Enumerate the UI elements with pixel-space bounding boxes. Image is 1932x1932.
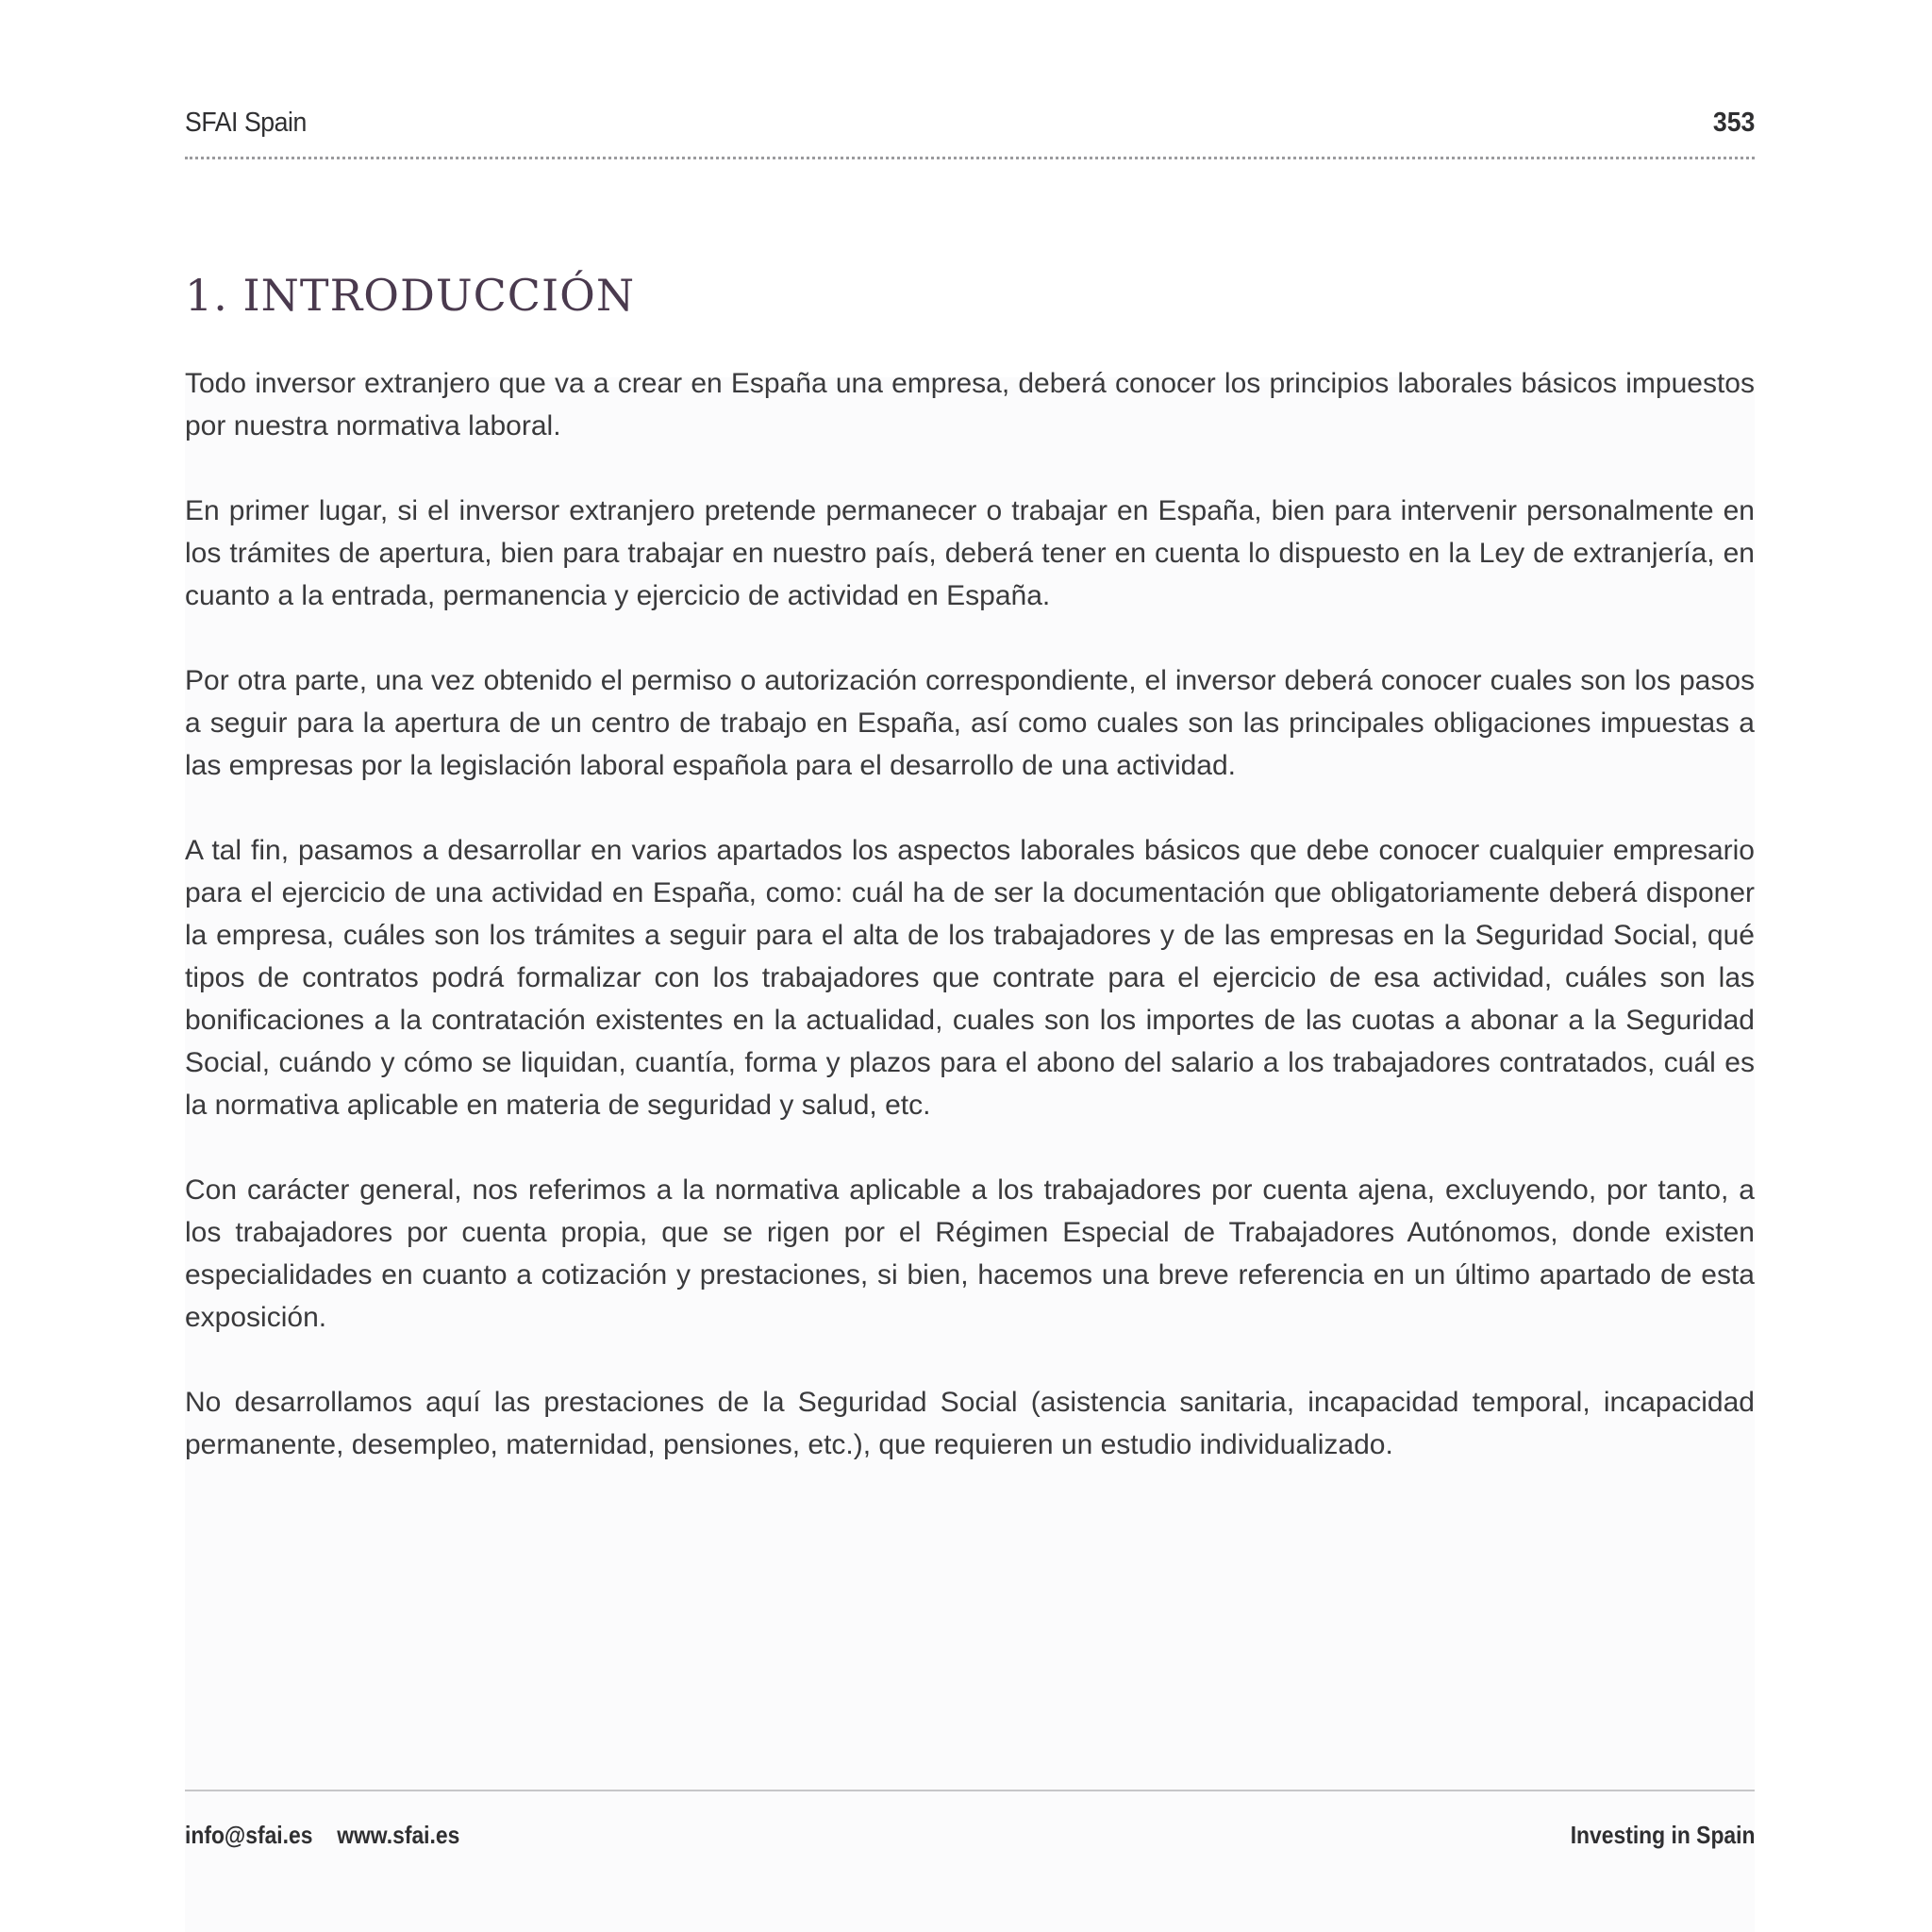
page-header bbox=[185, 108, 1629, 145]
footer-contact bbox=[185, 1821, 459, 1850]
page-number: 353 bbox=[1712, 108, 1755, 138]
paragraph: Todo inversor extranjero que va a crear en España una empresa, deberá conocer los principios laborales básicos impuestos por nuestra normativa laboral. bbox=[185, 368, 1755, 441]
paragraph: En primer lugar, si el inversor extranjero pretende permanecer o trabajar en España, bien para intervenir personalmente en los trámites de apertura, bien para trabajar en nuestro país, deberá tener en cuenta lo dispuesto en la Ley de extranjería, en cuanto a la entrada, permanencia y ejercicio de actividad en España. bbox=[185, 495, 1755, 611]
body-text bbox=[185, 362, 1755, 1508]
section-title: 1. INTRODUCCIÓN bbox=[185, 270, 636, 321]
header-publisher: SFAI Spain bbox=[185, 108, 307, 138]
page-footer bbox=[185, 1821, 1755, 1858]
footer-website-link[interactable]: www.sfai.es bbox=[337, 1821, 460, 1849]
paragraph: Con carácter general, nos referimos a la normativa aplicable a los trabajadores por cuenta ajena, excluyendo, por tanto, a los trabajadores por cuenta propia, que se rigen por el Régimen Especial de Trabajadores Autónomos, donde existen especialidades en cuanto a cotización y prestaciones, si bien, hacemos una breve referencia en un último apartado de esta exposición. bbox=[185, 1174, 1755, 1333]
footer-email-link[interactable]: info@sfai.es bbox=[185, 1821, 313, 1849]
footer-book-title: Investing in Spain bbox=[1570, 1821, 1755, 1849]
paragraph: Por otra parte, una vez obtenido el permiso o autorización correspondiente, el inversor deberá conocer cuales son los pasos a seguir para la apertura de un centro de trabajo en España, así como cuales son las principales obligaciones impuestas a las empresas por la legislación laboral española para el desarrollo de una actividad. bbox=[185, 665, 1755, 781]
footer-divider bbox=[185, 1790, 1755, 1791]
header-divider bbox=[185, 157, 1755, 159]
paragraph: A tal fin, pasamos a desarrollar en varios apartados los aspectos laborales básicos que debe conocer cualquier empresario para el ejercicio de una actividad en España, como: cuál ha de ser la documentación que obligatoriamente deberá disponer la empresa, cuáles son los trámites a seguir para el alta de los trabajadores y de las empresas en la Seguridad Social, qué tipos de contratos podrá formalizar con los trabajadores que contrate para el ejercicio de esa actividad, cuáles son las bonificaciones a la contratación existentes en la actualidad, cuales son los importes de las cuotas a abonar a la Seguridad Social, cuándo y cómo se liquidan, cuantía, forma y plazos para el abono del salario a los trabajadores contratados, cuál es la normativa aplicable en materia de seguridad y salud, etc. bbox=[185, 835, 1755, 1121]
paragraph: No desarrollamos aquí las prestaciones de la Seguridad Social (asistencia sanitaria, incapacidad temporal, incapacidad permanente, desempleo, maternidad, pensiones, etc.), que requieren un estudio individualizado. bbox=[185, 1387, 1755, 1460]
